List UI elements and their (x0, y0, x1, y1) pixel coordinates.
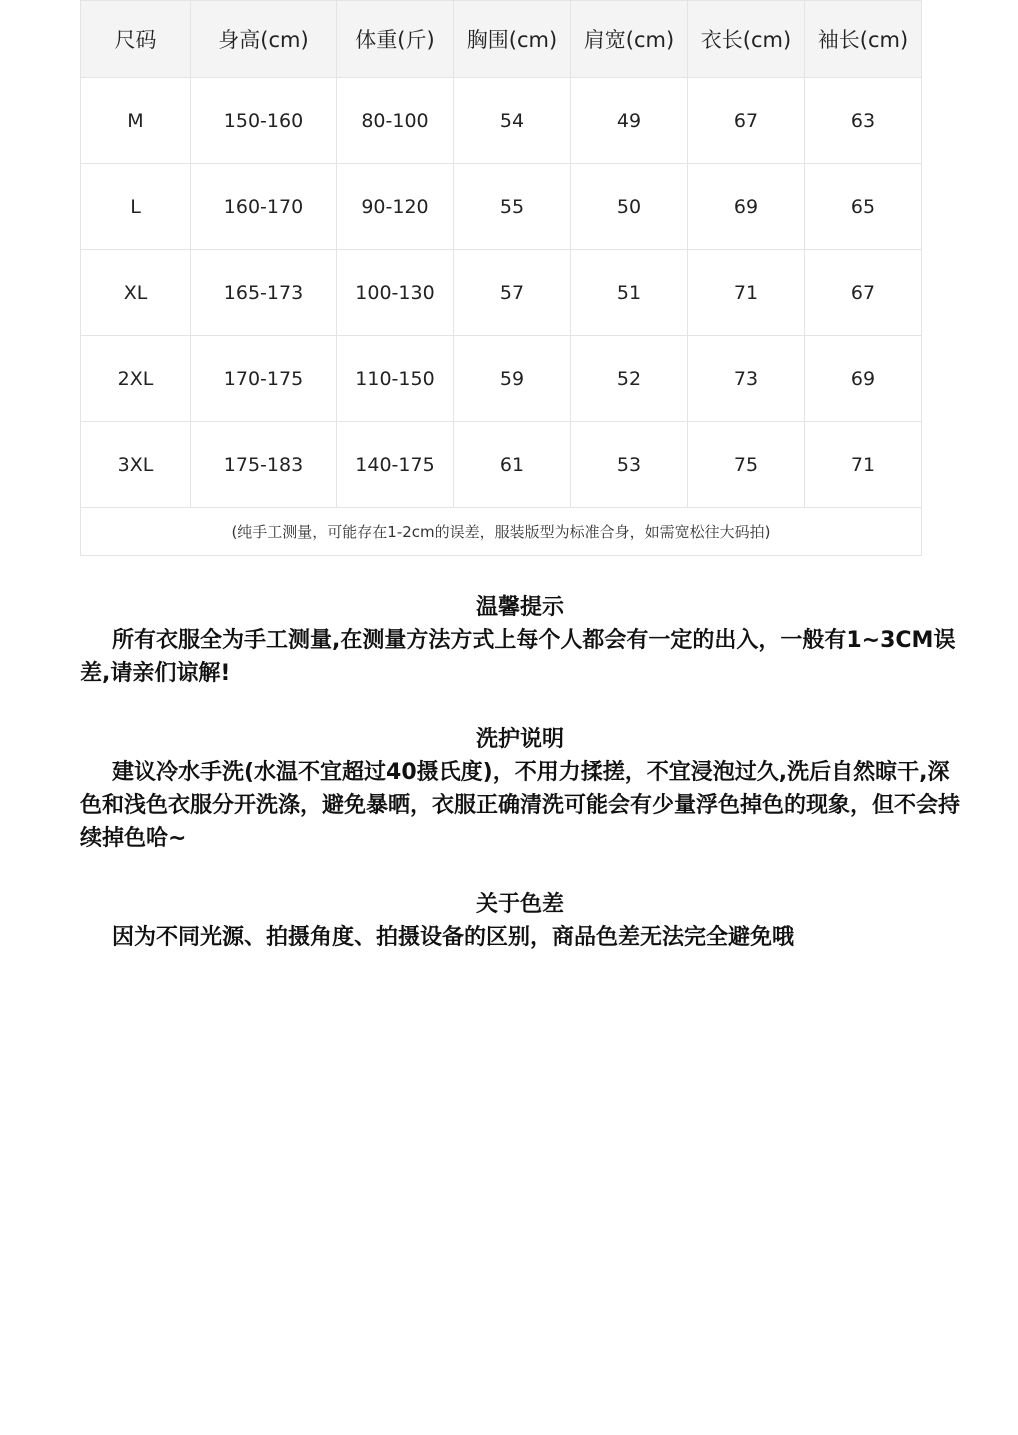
table-cell: 90-120 (337, 164, 454, 250)
color-title: 关于色差 (475, 892, 564, 917)
table-cell: 80-100 (337, 78, 454, 164)
table-row (81, 78, 922, 164)
header-weight: 体重(斤) (337, 1, 454, 78)
table-cell: 54 (454, 78, 571, 164)
table-cell: 150-160 (191, 78, 337, 164)
table-cell: 73 (688, 336, 805, 422)
header-sleeve: 袖长(cm) (805, 1, 922, 78)
care-section (80, 723, 960, 855)
table-note-row (81, 508, 922, 556)
color-section (80, 888, 960, 954)
tips-title: 温馨提示 (475, 595, 564, 620)
table-cell: 51 (571, 250, 688, 336)
tips-section (80, 591, 960, 690)
table-cell: 165-173 (191, 250, 337, 336)
table-cell: M (81, 78, 191, 164)
table-cell: 75 (688, 422, 805, 508)
header-height: 身高(cm) (191, 1, 337, 78)
table-cell: 67 (805, 250, 922, 336)
table-cell: 59 (454, 336, 571, 422)
care-title: 洗护说明 (475, 727, 564, 752)
table-cell: 65 (805, 164, 922, 250)
table-row (81, 164, 922, 250)
table-cell: XL (81, 250, 191, 336)
table-cell: 110-150 (337, 336, 454, 422)
table-cell: 52 (571, 336, 688, 422)
table-row (81, 250, 922, 336)
table-cell: 63 (805, 78, 922, 164)
table-cell: 170-175 (191, 336, 337, 422)
table-cell: 57 (454, 250, 571, 336)
header-chest: 胸围(cm) (454, 1, 571, 78)
table-cell: 50 (571, 164, 688, 250)
color-body: 因为不同光源、拍摄角度、拍摄设备的区别，商品色差无法完全避免哦 (112, 925, 795, 950)
measurement-note: (纯手工测量，可能存在1-2cm的误差，服装版型为标准合身，如需宽松往大码拍) (81, 508, 922, 556)
header-length: 衣长(cm) (688, 1, 805, 78)
care-body: 建议冷水手洗(水温不宜超过40摄氏度)，不用力揉搓，不宜浸泡过久,洗后自然晾干,深色和浅色衣服分开洗涤，避免暴晒，衣服正确清洗可能会有少量浮色掉色的现象，但不会持续掉色哈~ (80, 760, 961, 851)
table-cell: 71 (688, 250, 805, 336)
table-cell: 140-175 (337, 422, 454, 508)
header-size: 尺码 (81, 1, 191, 78)
table-cell: 69 (688, 164, 805, 250)
table-cell: 55 (454, 164, 571, 250)
table-cell: 3XL (81, 422, 191, 508)
size-chart-table (80, 0, 922, 556)
table-cell: 67 (688, 78, 805, 164)
table-cell: 53 (571, 422, 688, 508)
table-header-row (81, 1, 922, 78)
tips-body: 所有衣服全为手工测量,在测量方法方式上每个人都会有一定的出入，一般有1~3CM误差,请亲们谅解! (80, 628, 956, 686)
table-row (81, 422, 922, 508)
table-cell: L (81, 164, 191, 250)
table-cell: 160-170 (191, 164, 337, 250)
table-row (81, 336, 922, 422)
table-cell: 69 (805, 336, 922, 422)
table-cell: 2XL (81, 336, 191, 422)
table-cell: 49 (571, 78, 688, 164)
table-cell: 71 (805, 422, 922, 508)
table-cell: 100-130 (337, 250, 454, 336)
table-cell: 175-183 (191, 422, 337, 508)
table-cell: 61 (454, 422, 571, 508)
header-shoulder: 肩宽(cm) (571, 1, 688, 78)
